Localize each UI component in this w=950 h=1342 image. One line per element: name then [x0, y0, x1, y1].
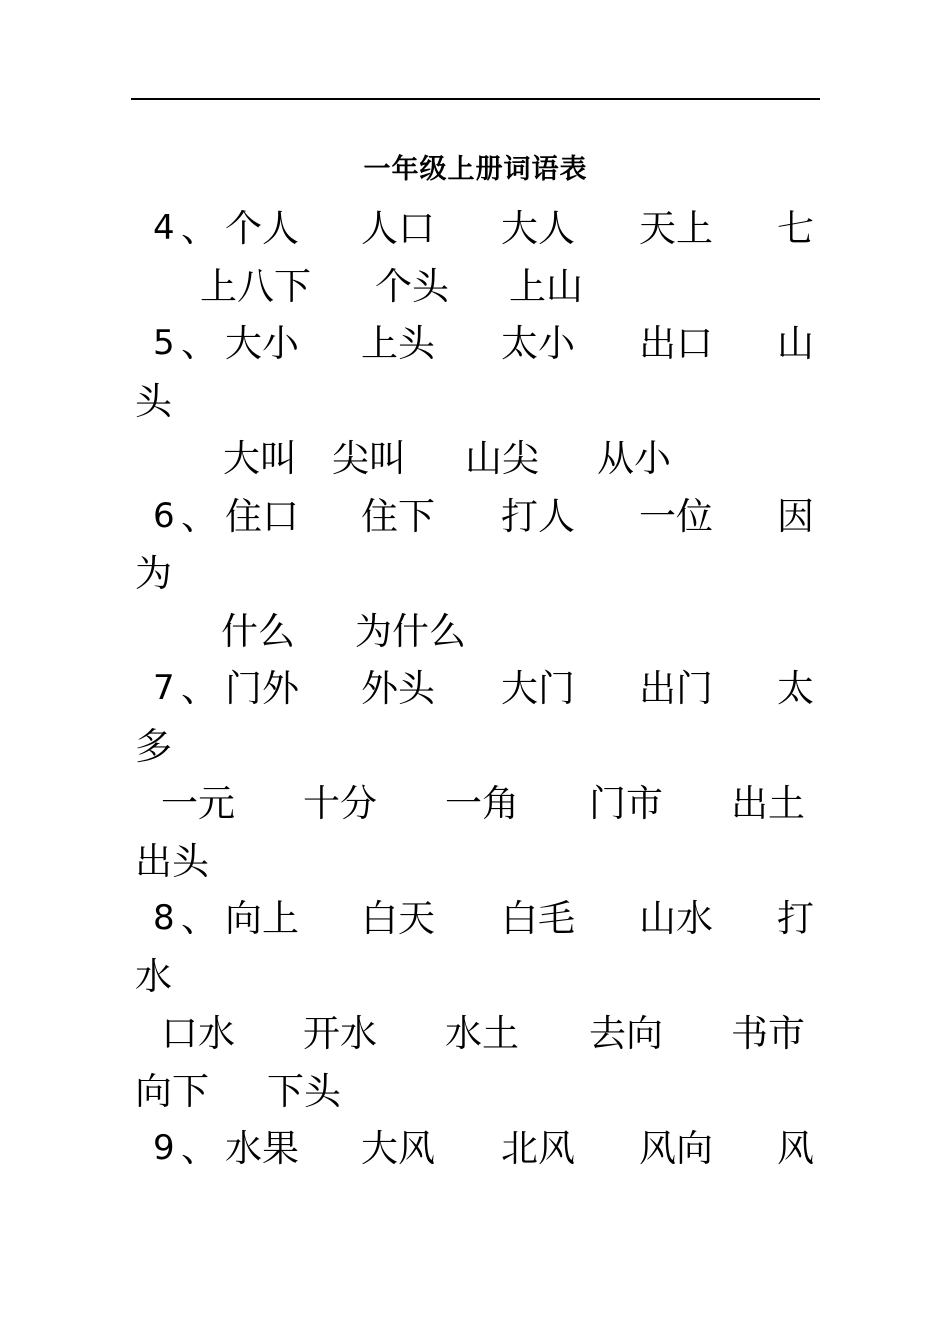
lesson-6-line-1	[135, 488, 820, 546]
word: 从小	[597, 437, 671, 480]
lesson-5-line-1	[135, 315, 820, 373]
word: 出门	[639, 667, 713, 710]
word: 大小	[225, 322, 299, 365]
word: 上八下	[200, 264, 311, 308]
word: 住下	[361, 494, 435, 538]
word: 多	[135, 724, 172, 768]
lesson-number: 5	[153, 323, 175, 363]
word: 个人	[225, 207, 299, 250]
word: 外头	[361, 667, 435, 710]
word: 大门	[501, 667, 575, 710]
word: 水果	[225, 1127, 299, 1170]
word: 一元	[161, 782, 235, 825]
word: 出口	[639, 322, 713, 365]
word: 向下	[135, 1069, 209, 1113]
word: 头	[135, 379, 172, 423]
word: 去向	[589, 1012, 663, 1055]
lesson-6-line-3	[135, 603, 820, 661]
word: 为什么	[355, 609, 466, 653]
enumeration-comma: 、	[181, 322, 218, 365]
word: 打	[777, 897, 814, 940]
word: 天上	[639, 207, 713, 250]
word: 什么	[221, 609, 295, 653]
word: 水土	[445, 1012, 519, 1055]
word: 太	[777, 667, 814, 710]
word: 白毛	[501, 897, 575, 940]
word: 书市	[731, 1012, 805, 1055]
word: 出土	[731, 782, 805, 825]
word: 尖叫	[332, 437, 406, 480]
word: 因	[777, 494, 814, 538]
vocabulary-list	[135, 200, 820, 1178]
word: 人口	[361, 207, 435, 250]
word: 上山	[509, 264, 583, 308]
enumeration-comma: 、	[181, 207, 218, 250]
lesson-number: 8	[153, 898, 175, 938]
enumeration-comma: 、	[181, 1127, 218, 1170]
lesson-number: 7	[153, 668, 175, 708]
word: 口水	[161, 1012, 235, 1055]
word: 太小	[501, 322, 575, 365]
lesson-number: 4	[153, 208, 175, 248]
word: 门外	[225, 667, 299, 710]
enumeration-comma: 、	[181, 494, 218, 538]
lesson-8-line-4	[135, 1063, 820, 1121]
lesson-8-line-2	[135, 948, 820, 1006]
word: 一位	[639, 494, 713, 538]
lesson-number: 6	[153, 495, 175, 536]
word: 白天	[361, 897, 435, 940]
lesson-8-line-1	[135, 890, 820, 948]
lesson-number: 9	[153, 1128, 175, 1168]
word: 门市	[589, 782, 663, 825]
lesson-5-line-3	[135, 430, 820, 488]
lesson-6-line-2	[135, 545, 820, 603]
word: 十分	[303, 782, 377, 825]
header-rule	[131, 98, 820, 100]
enumeration-comma: 、	[181, 897, 218, 940]
enumeration-comma: 、	[181, 667, 218, 710]
word: 山尖	[465, 437, 539, 480]
word: 风向	[639, 1127, 713, 1170]
lesson-7-line-1	[135, 660, 820, 718]
word: 风	[777, 1127, 814, 1170]
word: 一角	[445, 782, 519, 825]
word: 出头	[135, 839, 209, 883]
lesson-7-line-2	[135, 718, 820, 776]
word: 住口	[225, 494, 299, 538]
word: 打人	[501, 494, 575, 538]
lesson-4-line-1	[135, 200, 820, 258]
word: 大人	[501, 207, 575, 250]
lesson-7-line-4	[135, 833, 820, 891]
word: 山水	[639, 897, 713, 940]
word: 向上	[225, 897, 299, 940]
word: 上头	[361, 322, 435, 365]
word: 水	[135, 954, 172, 998]
word: 七	[777, 207, 814, 250]
word: 开水	[303, 1012, 377, 1055]
lesson-7-line-3	[135, 775, 820, 833]
word: 山	[777, 322, 814, 365]
word: 北风	[501, 1127, 575, 1170]
word: 个头	[375, 264, 449, 308]
lesson-5-line-2	[135, 373, 820, 431]
lesson-9-line-1	[135, 1120, 820, 1178]
word: 下头	[267, 1069, 341, 1113]
page-title: 一年级上册词语表	[363, 154, 588, 185]
lesson-4-line-2	[135, 258, 820, 316]
lesson-8-line-3	[135, 1005, 820, 1063]
word: 为	[135, 552, 172, 595]
word: 大风	[361, 1127, 435, 1170]
word: 大叫	[223, 437, 297, 480]
